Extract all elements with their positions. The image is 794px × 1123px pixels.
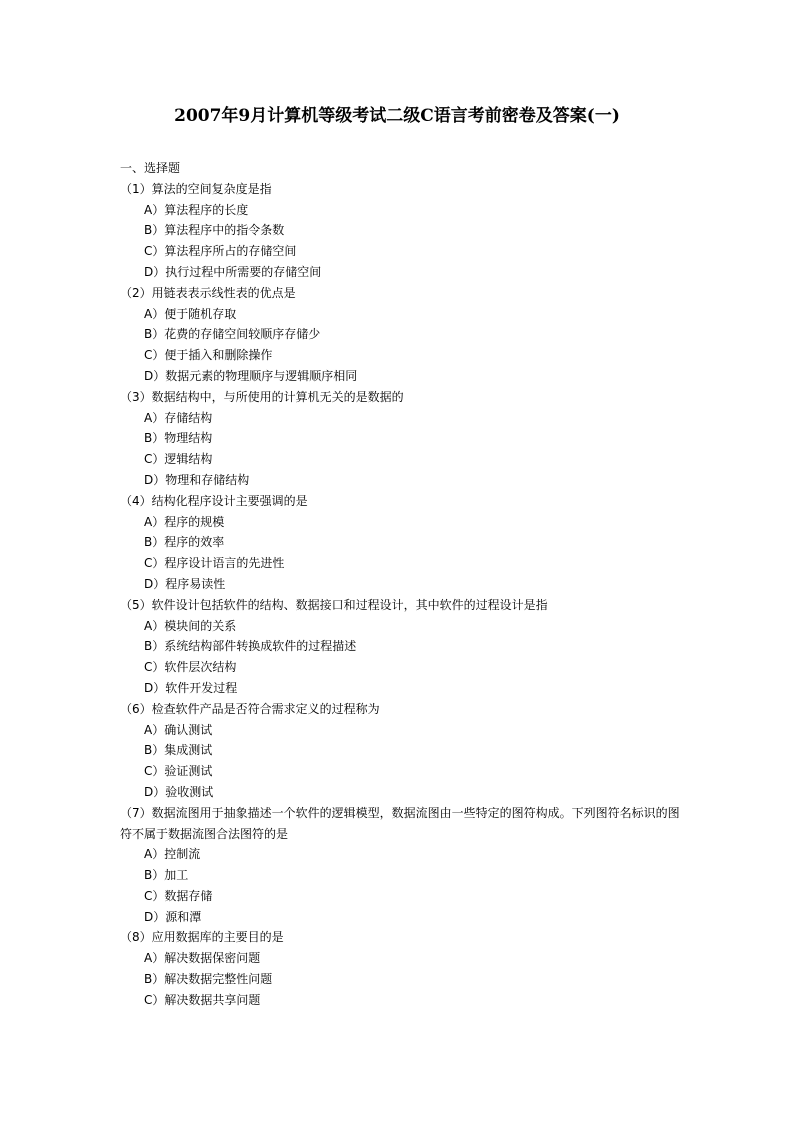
option-c: C）算法程序所占的存储空间 <box>144 244 297 259</box>
option-a: A）控制流 <box>144 847 201 862</box>
question-1 <box>120 179 690 283</box>
option-b: B）程序的效率 <box>144 535 225 550</box>
option-d: D）程序易读性 <box>144 576 226 591</box>
option-a: A）算法程序的长度 <box>144 202 249 217</box>
option-b: B）加工 <box>144 868 189 883</box>
question-stem: （5）软件设计包括软件的结构、数据接口和过程设计，其中软件的过程设计是指 <box>120 597 548 612</box>
option-d: D）数据元素的物理顺序与逻辑顺序相同 <box>144 368 358 383</box>
option-b: B）解决数据完整性问题 <box>144 972 273 987</box>
option-c: C）验证测试 <box>144 764 213 779</box>
option-c: C）解决数据共享问题 <box>144 992 261 1007</box>
option-d: D）物理和存储结构 <box>144 472 250 487</box>
question-6 <box>120 699 690 803</box>
question-2 <box>120 283 690 387</box>
option-c: C）数据存储 <box>144 888 213 903</box>
option-a: A）模块间的关系 <box>144 618 237 633</box>
question-stem: （3）数据结构中，与所使用的计算机无关的是数据的 <box>120 389 404 404</box>
option-a: A）确认测试 <box>144 722 213 737</box>
question-stem: （8）应用数据库的主要目的是 <box>120 930 284 945</box>
option-d: D）源和潭 <box>144 909 202 924</box>
option-b: B）物理结构 <box>144 431 213 446</box>
document-body <box>120 158 690 1011</box>
option-b: B）系统结构部件转换成软件的过程描述 <box>144 639 357 654</box>
question-8 <box>120 927 690 1010</box>
option-b: B）集成测试 <box>144 743 213 758</box>
option-a: A）程序的规模 <box>144 514 225 529</box>
question-3 <box>120 387 690 491</box>
question-stem: （4）结构化程序设计主要强调的是 <box>120 493 308 508</box>
question-stem: （6）检查软件产品是否符合需求定义的过程称为 <box>120 701 380 716</box>
option-c: C）软件层次结构 <box>144 660 237 675</box>
option-b: B）算法程序中的指令条数 <box>144 223 285 238</box>
question-5 <box>120 595 690 699</box>
option-a: A）便于随机存取 <box>144 306 237 321</box>
option-c: C）便于插入和删除操作 <box>144 348 273 363</box>
question-stem: （2）用链表表示线性表的优点是 <box>120 285 296 300</box>
question-stem: （7）数据流图用于抽象描述一个软件的逻辑模型，数据流图由一些特定的图符构成。下列图符名标识的图符不属于数据流图合法图符的是 <box>120 805 680 841</box>
question-stem: （1）算法的空间复杂度是指 <box>120 181 272 196</box>
option-c: C）程序设计语言的先进性 <box>144 556 285 571</box>
option-b: B）花费的存储空间较顺序存储少 <box>144 327 321 342</box>
option-d: D）执行过程中所需要的存储空间 <box>144 264 322 279</box>
question-4 <box>120 491 690 595</box>
option-d: D）软件开发过程 <box>144 680 238 695</box>
option-a: A）存储结构 <box>144 410 213 425</box>
option-d: D）验收测试 <box>144 784 214 799</box>
question-7 <box>120 803 690 928</box>
section-heading: 一、选择题 <box>120 161 181 175</box>
option-a: A）解决数据保密问题 <box>144 951 261 966</box>
document-title: 2007年9月计算机等级考试二级C语言考前密卷及答案(一) <box>174 106 620 126</box>
option-c: C）逻辑结构 <box>144 452 213 467</box>
